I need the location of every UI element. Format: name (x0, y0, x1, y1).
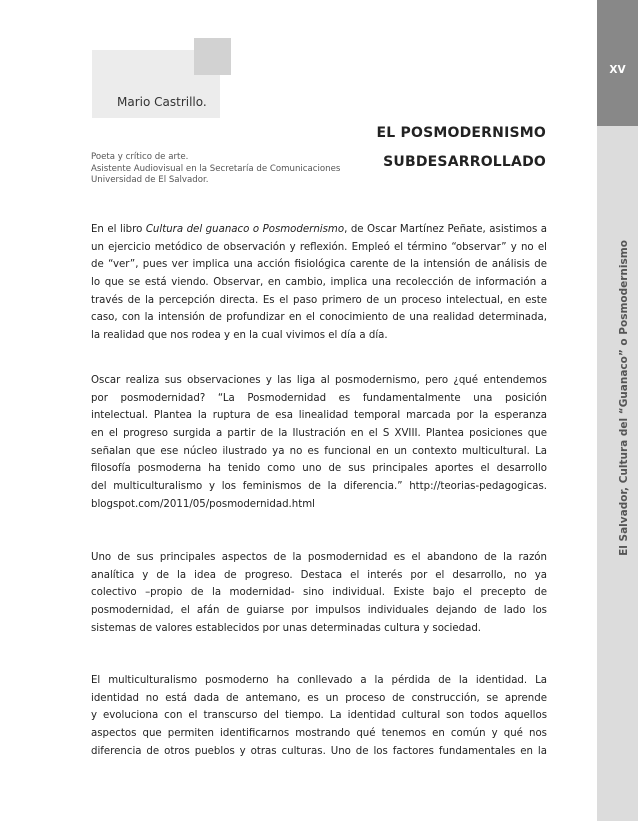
text-line: Oscar realiza sus observaciones y las liga al posmodernismo, pero ¿qué entendemos (91, 375, 547, 386)
text-line: de “ver”, pues ver implica una acción fisiológica carente de la intensión de análisis de (91, 259, 547, 271)
author-info-line: Poeta y crítico de arte. (91, 152, 189, 162)
side-bar (597, 0, 638, 821)
text-run: , de Oscar Martínez Peñate, asistimos a (344, 224, 547, 235)
text-line: blogspot.com/2011/05/posmodernidad.html (91, 498, 315, 510)
book-title: Cultura del guanaco o Posmodernismo (145, 224, 345, 235)
running-title: El Salvador, Cultura del “Guanaco” o Posmodernismo (618, 240, 630, 556)
text-line: identidad no está dada de antemano, es un proceso de construcción, se aprende (91, 692, 547, 704)
text-line: El multiculturalismo posmoderno ha conllevado a la pérdida de la identidad. La (91, 675, 547, 686)
page-number-tab (597, 0, 638, 126)
text-line (91, 221, 547, 239)
author-info-line: Universidad de El Salvador. (91, 175, 209, 185)
text-line: del multiculturalismo y los feminismos de la diferencia.” http://teorias-pedagogicas. (91, 481, 547, 493)
paragraph-3 (91, 549, 547, 637)
article-title (377, 119, 546, 177)
text-line: sistemas de valores establecidos por unas determinadas cultura y sociedad. (91, 622, 482, 634)
text-line: lo que se está viendo. Observar, en cambio, implica una recolección de información a (91, 277, 547, 289)
text-line: Uno de sus principales aspectos de la posmodernidad es el abandono de la razón (91, 552, 547, 563)
author-info (91, 152, 340, 187)
running-title-wrap (597, 222, 638, 588)
text-line: aspectos que permiten identificarnos mostrando qué tenemos en común y qué nos (91, 728, 547, 740)
text-run: En el libro (91, 224, 146, 235)
author-info-line: Asistente Audiovisual en la Secretaría de Comunicaciones (91, 163, 341, 174)
paragraph-1 (91, 221, 547, 345)
text-line: un ejercicio metódico de observación y reflexión. Empleó el término “observar” y no el (91, 241, 547, 253)
text-line: señalan que ese núcleo ilustrado ya no es funcional en un contexto multicultural. La (91, 445, 547, 457)
author-name: Mario Castrillo. (117, 95, 207, 109)
text-line: en el progreso surgida a partir de la Ilustración en el S XVIII. Plantea posiciones que (91, 428, 547, 440)
text-line: la realidad que nos rodea y en la cual vivimos el día a día. (91, 330, 388, 342)
paragraph-4 (91, 672, 547, 760)
article-title-line: EL POSMODERNISMO (376, 125, 546, 141)
text-line: filosofía posmoderna ha tenido como uno de sus principales aportes el desarrollo (91, 463, 547, 475)
text-line: por posmodernidad? “La Posmodernidad es fundamentalmente una posición (91, 392, 547, 404)
text-line: posmodernidad, el afán de guiarse por impulsos individuales dejando de lado los (91, 605, 547, 617)
paragraph-2 (91, 372, 547, 514)
article-title-line: SUBDESARROLLADO (383, 154, 546, 170)
text-line: caso, con la intensión de profundizar en el conocimiento de una realidad determinada, (91, 312, 547, 324)
text-line: diferencia de otros pueblos y otras culturas. Uno de los factores fundamentales en la (91, 745, 547, 757)
text-line: y evoluciona con el transcurso del tiempo. La identidad cultural son todos aquellos (91, 710, 547, 722)
text-line: colectivo –propio de la modernidad- sino individual. Existe bajo el precepto de (91, 587, 547, 599)
text-line: analítica y de la idea de progreso. Destaca el interés por el desarrollo, no ya (91, 569, 547, 581)
page-number: XV (609, 64, 626, 76)
text-line: intelectual. Plantea la ruptura de esa linealidad temporal marcada por la esperanza (91, 410, 547, 422)
text-line: través de la percepción directa. Es el paso primero de un proceso intelectual, en este (91, 294, 547, 306)
decorative-square-small (194, 38, 231, 75)
